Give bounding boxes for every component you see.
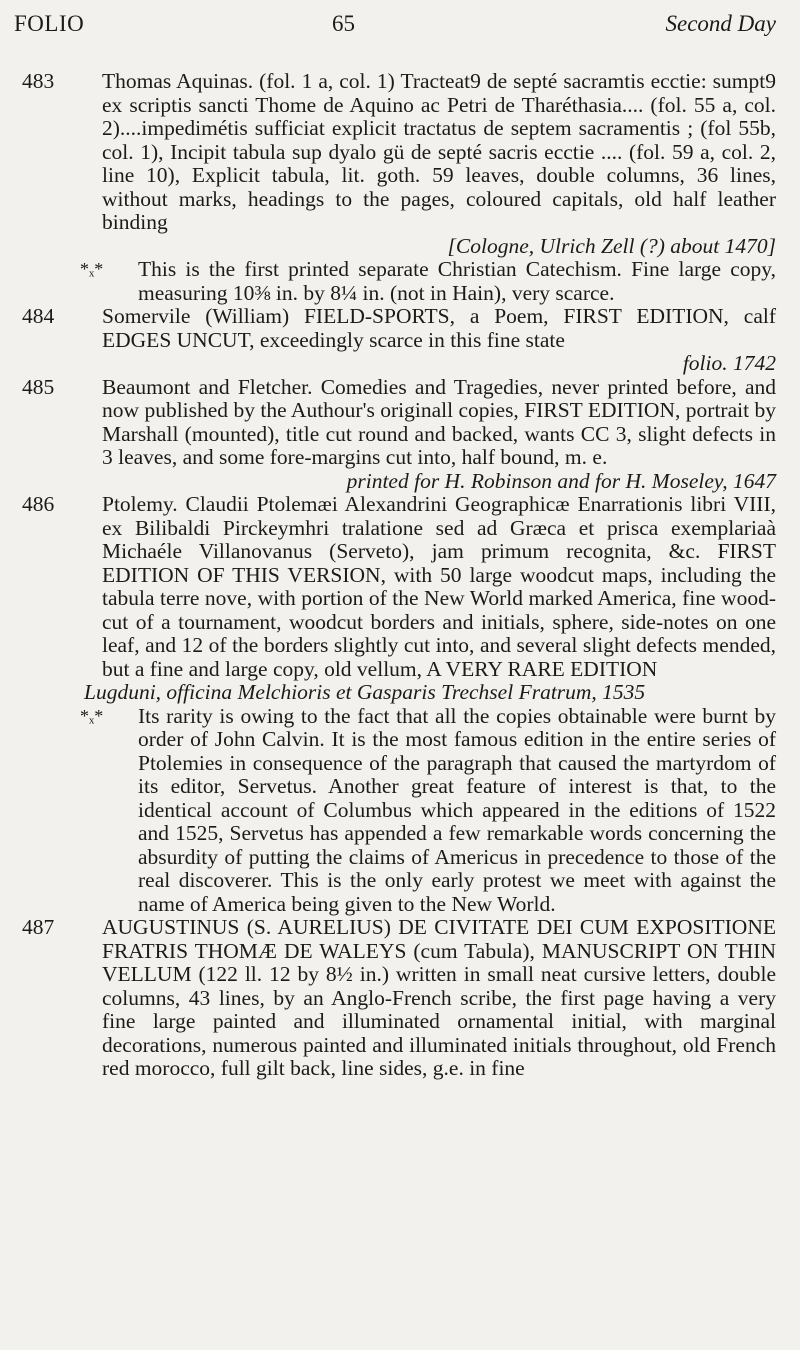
lot-483	[22, 70, 776, 305]
asterism-icon: *ₓ*	[80, 259, 104, 279]
lot-imprint: folio. 1742	[682, 351, 776, 375]
lot-485	[22, 376, 776, 494]
lot-note	[80, 703, 776, 917]
lot-description: Thomas Aquinas. (fol. 1 a, col. 1) Tracteat9 de septé sacramtis ecctie: sumpt9 ex scriptis sancti Thome de Aquino ac Petri de Tharéthasia.... (fol. 55 a, col. 2)....impedimétis sufficiat explicit tractatus de septem sacramentis ; (fol 55b, col. 1), Incipit tabula sup dyalo gü de septé sacris ecctie .... (fol. 59 a, col. 2, line 10), Explicit tabula, lit. goth. 59 leaves, double columns, 36 lines, without marks, headings to the pages, coloured capitals, old half leather binding	[102, 69, 776, 234]
page-number: 65	[332, 11, 355, 36]
lot-number: 487	[22, 915, 55, 939]
lot-number: 485	[22, 374, 55, 399]
running-head	[14, 6, 776, 42]
lot-imprint: [Cologne, Ulrich Zell (?) about 1470]	[447, 233, 776, 258]
lot-description: AUGUSTINUS (S. AURELIUS) DE CIVITATE DEI CUM EXPOSITIONE FRATRIS THOMÆ DE WALEYS (cum Tabula), MANUSCRIPT ON THIN VELLUM (122 ll. 12 by 8½ in.) written in small neat cursive letters, double columns, 43 lines, by an Anglo-French scribe, the first page having a very fine large painted and illuminated ornamental initial, with marginal decorations, numerous painted and illuminated initials throughout, old French red morocco, full gilt back, line sides, g.e. in fine	[102, 915, 776, 1080]
lot-description: Ptolemy. Claudii Ptolemæi Alexandrini Geographicæ Enarrationis libri VIII, ex Bilibaldi Pirckeymhri tralatione sed ad Græca et prisca exemplariaà Michaéle Villanovanus (Serveto), jam primum recognita, &c. FIRST EDITION OF THIS VERSION, with 50 large woodcut maps, including the tabula terre nove, with portion of the New World marked America, fine woodcut of a tournament, woodcut borders and initials, sphere, side-notes on one leaf, and 12 of the borders slightly cut into, and several slight defects mended, but a fine and large copy, old vellum, A VERY RARE EDITION	[102, 492, 776, 681]
lot-486	[22, 493, 776, 916]
lot-487	[22, 916, 776, 1081]
lot-description: Beaumont and Fletcher. Comedies and Tragedies, never printed before, and now published by the Authour's originall copies, FIRST EDITION, portrait by Marshall (mounted), title cut round and backed, wants CC 3, slight defects in 3 leaves, and some fore-margins cut into, half bound, m. e.	[102, 374, 776, 469]
lot-imprint: printed for H. Robinson and for H. Moseley, 1647	[346, 468, 776, 493]
lot-number: 483	[22, 69, 55, 93]
lot-list	[22, 70, 776, 1081]
lot-description: Somervile (William) FIELD-SPORTS, a Poem, FIRST EDITION, calf EDGES UNCUT, exceedingly scarce in this fine state	[102, 304, 776, 352]
lot-imprint: Lugduni, officina Melchioris et Gasparis Trechsel Fratrum, 1535	[84, 680, 646, 704]
lot-note-text: This is the first printed separate Christian Catechism. Fine large copy, measuring 10⅜ in. by 8¼ in. (not in Hain), very scarce.	[138, 257, 776, 305]
lot-note-text: Its rarity is owing to the fact that all the copies obtainable were burnt by order of John Calvin. It is the most famous edition in the entire series of Ptolemies in consequence of the paragraph that caused the martyrdom of its editor, Servetus. Another great feature of interest is that, to the identical account of Columbus which appeared in the editions of 1522 and 1525, Servetus has appended a few remarkable words concerning the absurdity of putting the claims of Americus in precedence to those of the real discoverer. This is the only early protest we meet with against the name of America being given to the New World.	[138, 703, 776, 916]
asterism-icon: *ₓ*	[80, 705, 104, 726]
running-head-format: FOLIO	[14, 11, 85, 36]
lot-484	[22, 305, 776, 376]
lot-note	[80, 257, 776, 305]
running-head-day: Second Day	[665, 11, 776, 36]
lot-number: 484	[22, 304, 55, 328]
lot-number: 486	[22, 492, 55, 516]
